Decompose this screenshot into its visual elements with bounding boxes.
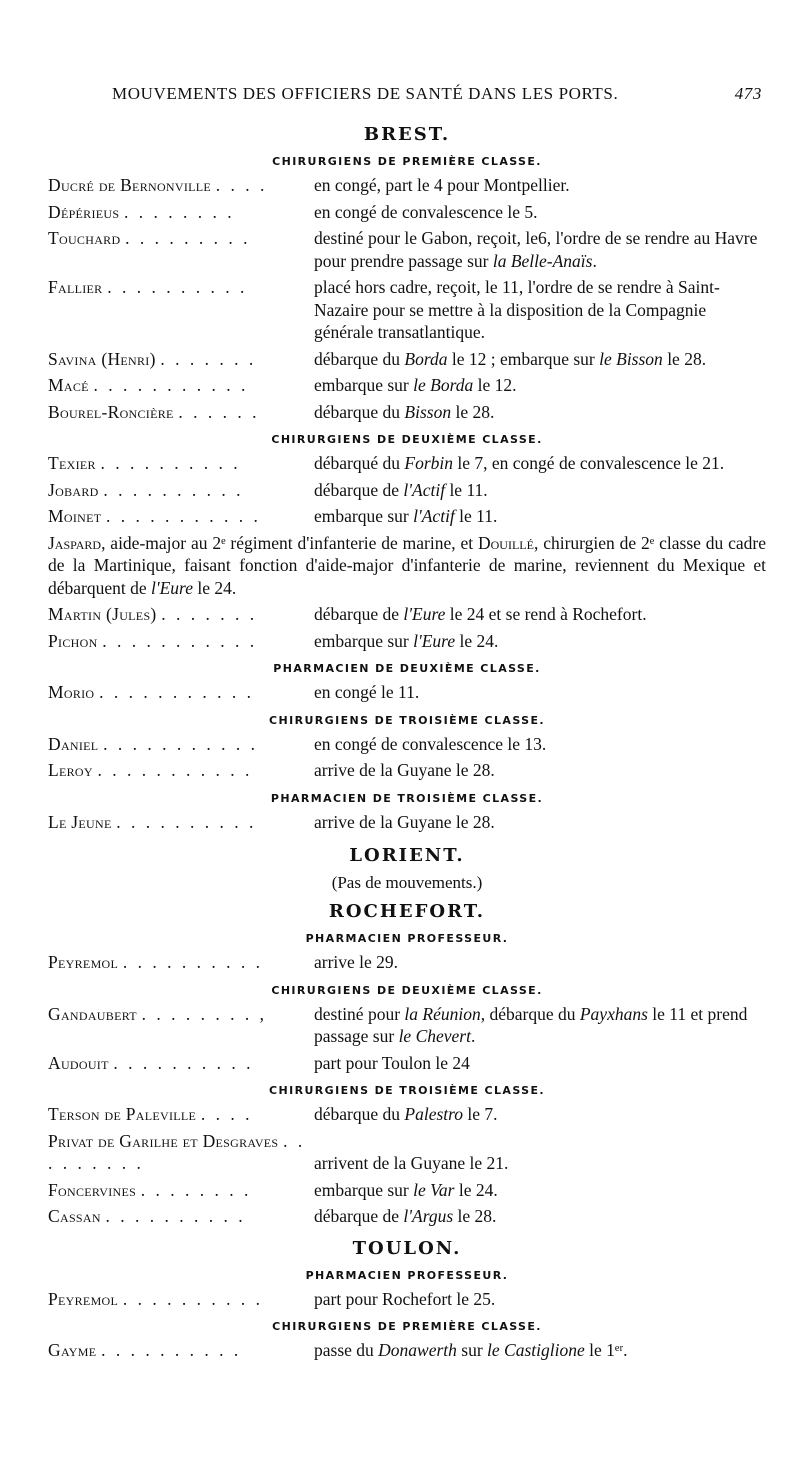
leader-dots: . . . . . . . . . .: [103, 479, 244, 500]
movement-text: embarque sur l'Actif le 11.: [314, 506, 498, 526]
entry: [48, 1052, 766, 1075]
movement-text: part pour Rochefort le 25.: [314, 1288, 496, 1309]
ship-name: Bisson: [404, 401, 452, 422]
leader-dots: . . . . . . . . .: [125, 228, 251, 248]
officer-name: Privat de Garilhe et Desgraves: [48, 1130, 279, 1151]
port-heading-lorient: LORIENT.: [349, 845, 465, 866]
ship-name: Forbin: [404, 453, 454, 473]
movement-text: débarque de l'Eure le 24 et se rend à Rochefort.: [314, 604, 647, 624]
movement-text: arrive de la Guyane le 28.: [314, 760, 495, 780]
port-heading-toulon: TOULON.: [352, 1237, 462, 1259]
officer-name: Daniel: [48, 733, 99, 754]
movement-text: part pour Toulon le 24: [314, 1052, 470, 1073]
ship-name: Palestro: [404, 1104, 464, 1124]
port-heading-rochefort: ROCHEFORT.: [328, 901, 486, 922]
leader-dots: . . . . . . . . . . .: [103, 733, 258, 754]
movement-text: arrive le 29.: [314, 952, 399, 972]
grade-heading: CHIRURGIENS DE PREMIÈRE CLASSE.: [272, 1320, 542, 1333]
grade-heading: CHIRURGIENS DE TROISIÈME CLASSE.: [269, 1084, 545, 1097]
ship-name: l'Eure: [403, 604, 446, 624]
leader-dots: . . . . . . . . . . .: [93, 375, 249, 395]
movement-text: en congé de convalescence le 5.: [314, 201, 538, 222]
leader-dots: . . . . . . . . . . .: [99, 682, 254, 702]
grade-heading: CHIRURGIENS DE DEUXIÈME CLASSE.: [271, 433, 543, 446]
officer-name: Fallier: [48, 277, 103, 297]
movement-text: débarque du Bisson le 28.: [314, 401, 495, 422]
officer-name: Jaspard: [48, 532, 102, 553]
movement-text: embarque sur l'Eure le 24.: [314, 630, 499, 651]
movement-text: placé hors cadre, reçoit, le 11, l'ordre de se rendre à Saint-Nazaire pour se mettre à la disposition de la Compagnie générale transatlantique.: [314, 277, 720, 342]
movement-text: embarque sur le Borda le 12.: [314, 375, 517, 395]
officer-name: Leroy: [48, 760, 93, 780]
leader-dots: . . . .: [215, 175, 268, 195]
officer-name: Savina (Henri): [48, 348, 156, 369]
grade-heading: PHARMACIEN PROFESSEUR.: [305, 1268, 509, 1282]
entry: [48, 1205, 766, 1228]
officer-name: Le Jeune: [48, 811, 112, 832]
leader-dots: . . . .: [200, 1104, 253, 1124]
entry: [48, 811, 766, 834]
leader-dots: . . . . . . . . . .: [122, 1288, 263, 1309]
ship-name: la Réunion: [404, 1003, 481, 1024]
leader-dots: . . . . . . . . . .: [116, 811, 257, 832]
entry: [48, 603, 766, 626]
leader-dots: . . . . . . . . . .: [107, 277, 248, 297]
leader-dots: . . . . . . . .: [140, 1179, 252, 1200]
grade-heading: CHIRURGIENS DE TROISIÈME CLASSE.: [269, 713, 545, 727]
entry: [48, 479, 766, 502]
officer-name: Gayme: [48, 1340, 97, 1360]
grade-heading: PHARMACIEN DE TROISIÈME CLASSE.: [270, 791, 544, 805]
officer-name: Dépérieus: [48, 201, 120, 222]
leader-dots: . . . . . . . . . . .: [97, 760, 253, 780]
officer-name: Pichon: [48, 630, 98, 651]
movement-text: destiné pour le Gabon, reçoit, le6, l'ordre de se rendre au Havre pour prendre passage sur la Belle-Anaïs.: [314, 228, 758, 271]
entry: [48, 681, 766, 704]
officer-name: Douillé: [477, 532, 534, 553]
leader-dots: . . . . . . . . . . .: [106, 506, 261, 526]
ship-name: le Chevert: [398, 1026, 471, 1046]
port-heading-brest: BREST.: [363, 124, 451, 145]
movement-text: débarque du Palestro le 7.: [314, 1104, 498, 1124]
officer-name: Touchard: [48, 228, 121, 248]
officer-name: Jobard: [48, 479, 99, 500]
leader-dots: . . . . . . . . . .: [105, 1206, 246, 1226]
ship-name: le Bisson: [599, 348, 663, 369]
leader-dots: . . . . . . . .: [124, 201, 235, 222]
movement-text: débarque de l'Argus le 28.: [314, 1206, 497, 1226]
officer-name: Moinet: [48, 506, 102, 526]
movement-text: embarque sur le Var le 24.: [314, 1179, 498, 1200]
leader-dots: . . . . . . . . . . .: [102, 630, 258, 651]
ship-name: le Castiglione: [487, 1340, 585, 1360]
entry: [48, 759, 766, 782]
ship-name: l'Actif: [413, 506, 455, 526]
movement-text: en congé de convalescence le 13.: [314, 733, 547, 754]
ship-name: Borda: [404, 348, 448, 369]
movement-text: arrive de la Guyane le 28.: [314, 811, 495, 832]
entry: [48, 1179, 766, 1202]
page-number: 473: [734, 84, 762, 103]
entry: [48, 401, 766, 424]
entry: [48, 1130, 766, 1175]
movement-text: arrivent de la Guyane le 21.: [314, 1153, 509, 1173]
ship-name: l'Argus: [403, 1206, 454, 1226]
officer-name: Macé: [48, 375, 89, 395]
entry: [48, 1288, 766, 1311]
entry: [48, 276, 766, 344]
officer-name: Foncervines: [48, 1179, 137, 1200]
ship-name: l'Actif: [403, 479, 446, 500]
running-title: MOUVEMENTS DES OFFICIERS DE SANTÉ DANS LES PORTS.: [112, 84, 619, 103]
no-movements-note: (Pas de mouvements.): [331, 873, 483, 892]
page-body: [48, 122, 766, 1366]
running-head: [112, 84, 762, 104]
movement-text: passe du Donawerth sur le Castiglione le 1ᵉʳ.: [314, 1340, 628, 1360]
entry: [48, 1339, 766, 1362]
entry: [48, 348, 766, 371]
entry: [48, 1003, 766, 1048]
leader-dots: . . . . . .: [178, 401, 260, 422]
entry: [48, 227, 766, 272]
officer-name: Morio: [48, 682, 95, 702]
ship-name: Donawerth: [378, 1340, 457, 1360]
entry: [48, 733, 766, 756]
leader-dots: . . . . . . . . . .: [122, 952, 263, 972]
officer-name: Terson de Paleville: [48, 1104, 197, 1124]
officer-name: Martin (Jules): [48, 604, 157, 624]
officer-name: Peyremol: [48, 952, 119, 972]
leader-dots: . . . . . . . . . .: [100, 453, 241, 473]
ship-name: le Var: [413, 1179, 455, 1200]
leader-dots: . . . . . . . . . .: [101, 1340, 242, 1360]
grade-heading: PHARMACIEN DE DEUXIÈME CLASSE.: [273, 662, 541, 675]
leader-dots: . . . . . . . . . .: [113, 1052, 254, 1073]
leader-dots: . . . . . . . . ,: [141, 1003, 267, 1024]
entry: [48, 452, 766, 475]
leader-dots: . . . . . . .: [160, 348, 257, 369]
officer-name: Ducré de Bernonville: [48, 175, 212, 195]
movement-text: destiné pour la Réunion, débarque du Payxhans le 11 et prend passage sur le Chevert.: [314, 1003, 748, 1046]
entry: [48, 951, 766, 974]
ship-name: l'Eure: [413, 630, 456, 651]
grade-heading: PHARMACIEN PROFESSEUR.: [305, 932, 509, 945]
leader-dots: . . . . . . . . .: [48, 1130, 306, 1173]
officer-name: Bourel-Roncière: [48, 401, 174, 422]
movement-text: en congé le 11.: [314, 682, 420, 702]
ship-name: l'Eure: [151, 577, 193, 598]
entry: [48, 1103, 766, 1126]
officer-name: Texier: [48, 453, 96, 473]
entry: [48, 505, 766, 528]
leader-dots: . . . . . . .: [161, 604, 258, 624]
officer-name: Peyremol: [48, 1288, 119, 1309]
grade-heading: CHIRURGIENS DE PREMIÈRE CLASSE.: [272, 155, 542, 168]
paragraph-entry: Jaspard, aide-major au 2ᵉ régiment d'infanterie de marine, et Douillé, chirurgien de 2ᵉ classe du cadre de la Martinique, faisant fonction d'aide-major d'infanterie de marine, reviennent du Mexique et débarquent de l'Eure le 24.: [48, 532, 766, 598]
officer-name: Cassan: [48, 1206, 101, 1226]
entry: [48, 630, 766, 653]
grade-heading: CHIRURGIENS DE DEUXIÈME CLASSE.: [271, 983, 543, 997]
movement-text: en congé, part le 4 pour Montpellier.: [314, 175, 570, 195]
entry: [48, 174, 766, 197]
entry: [48, 201, 766, 224]
entry: [48, 374, 766, 397]
movement-text: débarqué du Forbin le 7, en congé de convalescence le 21.: [314, 453, 725, 473]
movement-text: débarque de l'Actif le 11.: [314, 479, 488, 500]
officer-name: Gandaubert: [48, 1003, 137, 1024]
movement-text: débarque du Borda le 12 ; embarque sur le Bisson le 28.: [314, 348, 707, 369]
officer-name: Audouit: [48, 1052, 109, 1073]
ship-name: Payxhans: [579, 1003, 648, 1024]
ship-name: le Borda: [413, 375, 474, 395]
ship-name: la Belle-Anaïs: [492, 250, 593, 271]
